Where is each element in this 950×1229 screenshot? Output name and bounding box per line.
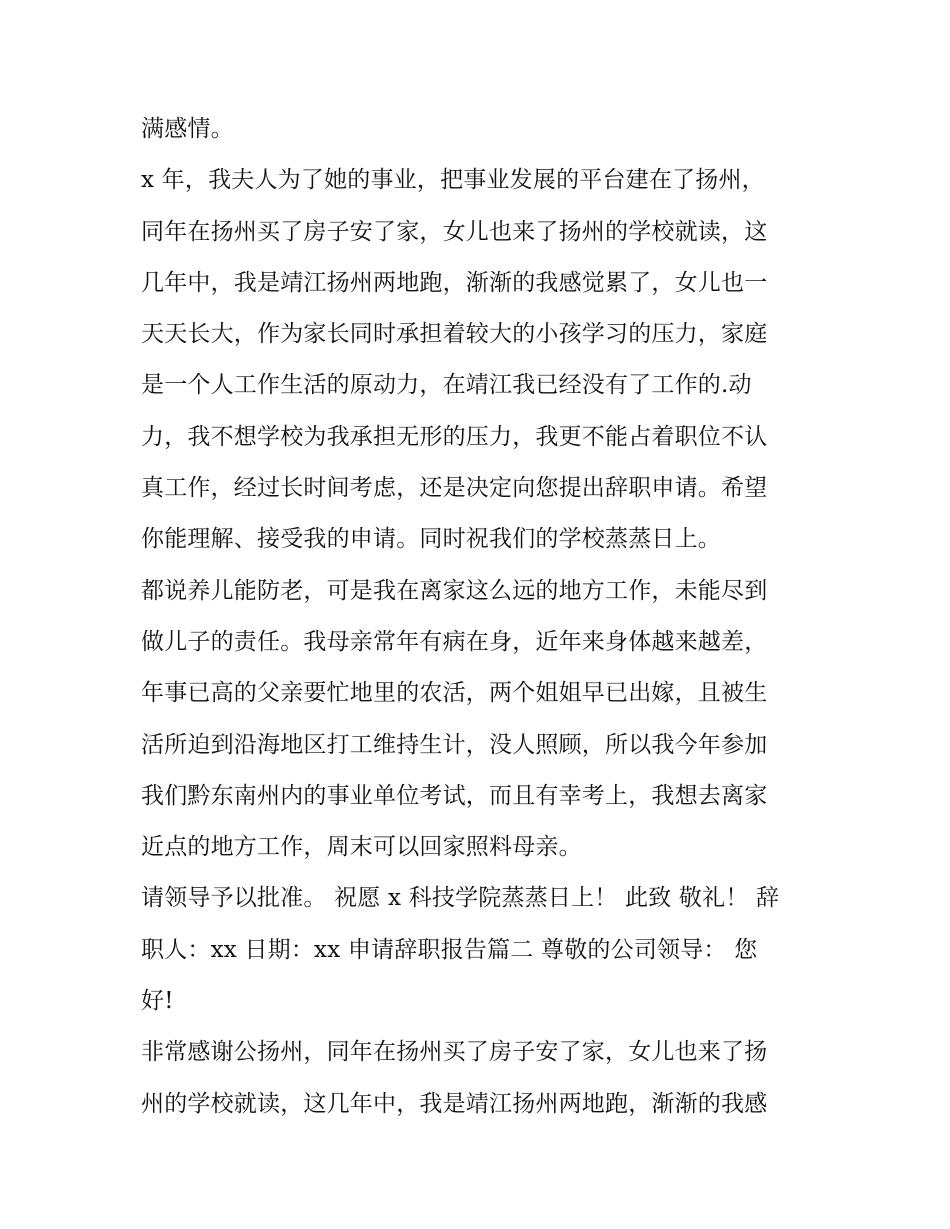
text-line: 我们黔东南州内的事业单位考试，而且有幸考上，我想去离家 bbox=[141, 782, 768, 809]
text-line: 职人：xx 日期：xx 申请辞职报告篇二 尊敬的公司领导： 您 bbox=[141, 936, 758, 963]
document-body bbox=[141, 107, 821, 1133]
text-line: 州的学校就读，这几年中，我是靖江扬州两地跑，渐渐的我感 bbox=[141, 1090, 768, 1117]
text-line: x 年，我夫人为了她的事业，把事业发展的平台建在了扬州， bbox=[141, 167, 765, 194]
text-line: 满感情。 bbox=[141, 116, 234, 142]
text-line: 是一个人工作生活的原动力，在靖江我已经没有了工作的.动 bbox=[141, 372, 752, 399]
text-line: 好! bbox=[141, 988, 174, 1015]
text-line: 真工作，经过长时间考虑，还是决定向您提出辞职申请。希望 bbox=[141, 475, 768, 502]
text-line: 都说养儿能防老，可是我在离家这么远的地方工作，未能尽到 bbox=[141, 577, 768, 604]
text-line: 同年在扬州买了房子安了家，女儿也来了扬州的学校就读，这 bbox=[141, 218, 768, 245]
text-line: 几年中，我是靖江扬州两地跑，渐渐的我感觉累了，女儿也一 bbox=[141, 269, 768, 296]
text-line: 近点的地方工作，周末可以回家照料母亲。 bbox=[141, 834, 582, 861]
text-line: 非常感谢公扬州，同年在扬州买了房子安了家，女儿也来了扬 bbox=[141, 1039, 768, 1066]
text-line: 年事已高的父亲要忙地里的农活，两个姐姐早已出嫁，且被生 bbox=[141, 680, 768, 707]
text-line: 请领导予以批准。 祝愿 x 科技学院蒸蒸日上！ 此致 敬礼！ 辞 bbox=[141, 885, 780, 912]
text-line: 做儿子的责任。我母亲常年有病在身，近年来身体越来越差， bbox=[141, 628, 768, 655]
text-line: 活所迫到沿海地区打工维持生计，没人照顾，所以我今年参加 bbox=[141, 731, 768, 758]
text-line: 你能理解、接受我的申请。同时祝我们的学校蒸蒸日上。 bbox=[141, 526, 721, 553]
text-line: 天天长大，作为家长同时承担着较大的小孩学习的压力，家庭 bbox=[141, 321, 768, 348]
text-line: 力，我不想学校为我承担无形的压力，我更不能占着职位不认 bbox=[141, 423, 768, 450]
